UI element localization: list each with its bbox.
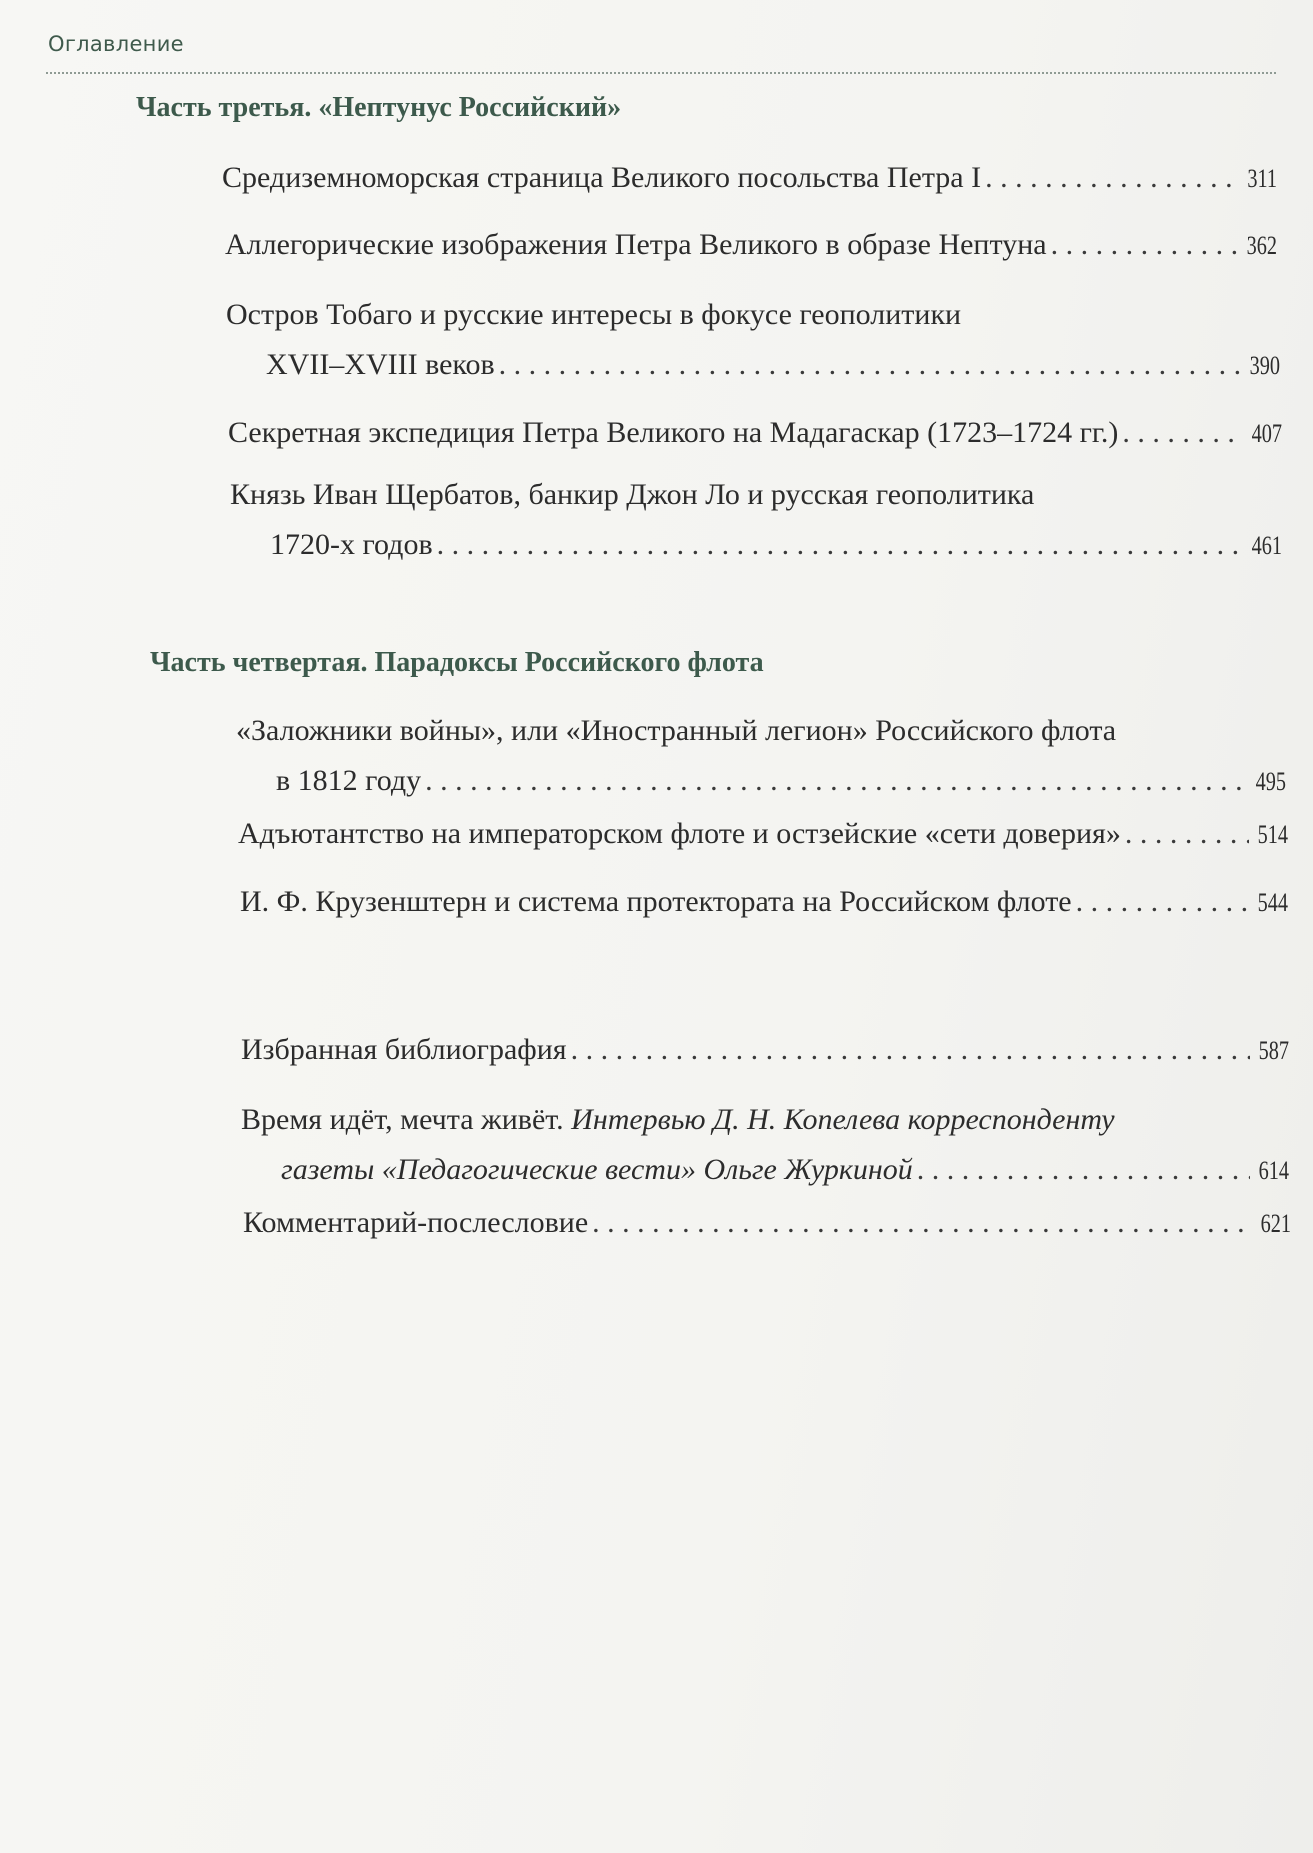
toc-page-number: 362 (1246, 231, 1277, 260)
running-header: Оглавление (48, 32, 184, 56)
toc-entry-title: Князь Иван Щербатов, банкир Джон Ло и русская геополитика (230, 478, 1035, 511)
dot-leader (913, 1145, 1250, 1195)
toc-entry-title: Остров Тобаго и русские интересы в фокусе геополитики (226, 298, 962, 331)
toc-page-number: 544 (1257, 888, 1288, 917)
dot-leader (421, 756, 1247, 806)
toc-page-number: 621 (1260, 1209, 1291, 1238)
header-dotted-rule (46, 72, 1276, 74)
toc-entry[interactable] (225, 220, 1277, 271)
toc-page-number: 614 (1258, 1156, 1289, 1185)
dot-leader (981, 153, 1239, 203)
toc-entry-title: Аллегорические изображения Петра Великого в образе Нептуна (225, 228, 1047, 261)
toc-entry[interactable] (236, 706, 1286, 807)
toc-entry-title: Время идёт, мечта живёт. (241, 1103, 572, 1136)
toc-entry[interactable] (230, 470, 1282, 571)
toc-entry-title: Избранная библиография (241, 1033, 567, 1066)
toc-entry-title: Адъютантство на императорском флоте и остзейские «сети доверия» (238, 817, 1121, 850)
dot-leader (588, 1198, 1252, 1248)
toc-entry-title-continuation: XVII–XVIII веков (266, 348, 495, 381)
toc-entry-subtitle: Интервью Д. Н. Копелева корреспонденту (571, 1103, 1115, 1136)
toc-page-number: 514 (1257, 820, 1288, 849)
toc-entry-title: Комментарий-послесловие (243, 1206, 589, 1239)
toc-entry[interactable] (226, 290, 1280, 391)
toc-entry[interactable] (241, 1025, 1289, 1076)
toc-entry[interactable] (228, 408, 1282, 459)
toc-entry-title: Средиземноморская страница Великого посольства Петра I (222, 161, 982, 194)
toc-entry[interactable] (241, 1095, 1289, 1196)
part-three-title: Часть третья. «Нептунус Российский» (136, 92, 622, 123)
toc-entry-title-continuation: 1720-х годов (270, 528, 433, 561)
toc-page-number: 587 (1258, 1036, 1289, 1065)
toc-entry[interactable] (243, 1198, 1291, 1249)
toc-entry[interactable] (222, 153, 1277, 204)
dot-leader (567, 1025, 1250, 1075)
toc-entry-title: Секретная экспедиция Петра Великого на Мадагаскар (1723–1724 гг.) (228, 416, 1119, 449)
toc-entry-title-line (241, 1095, 1289, 1145)
dot-leader (433, 520, 1243, 570)
dot-leader (1118, 408, 1243, 458)
toc-page-number: 390 (1249, 351, 1280, 380)
toc-entry[interactable] (240, 877, 1288, 928)
toc-entry-title: «Заложники войны», или «Иностранный легион» Российского флота (236, 714, 1117, 747)
toc-entry[interactable] (238, 809, 1288, 860)
toc-entry-title-continuation: в 1812 году (276, 764, 422, 797)
toc-entry-subtitle-continuation: газеты «Педагогические вести» Ольге Журкиной (281, 1153, 913, 1186)
toc-entry-title: И. Ф. Крузенштерн и система протектората на Российском флоте (240, 885, 1072, 918)
toc-page-number: 407 (1251, 419, 1282, 448)
toc-page-number: 311 (1247, 164, 1277, 193)
dot-leader (1121, 809, 1249, 859)
dot-leader (1072, 877, 1249, 927)
dot-leader (1047, 220, 1238, 270)
part-four-title: Часть четвертая. Парадоксы Российского флота (150, 647, 764, 678)
toc-page-number: 495 (1255, 767, 1286, 796)
toc-page-number: 461 (1251, 531, 1282, 560)
dot-leader (495, 340, 1241, 390)
